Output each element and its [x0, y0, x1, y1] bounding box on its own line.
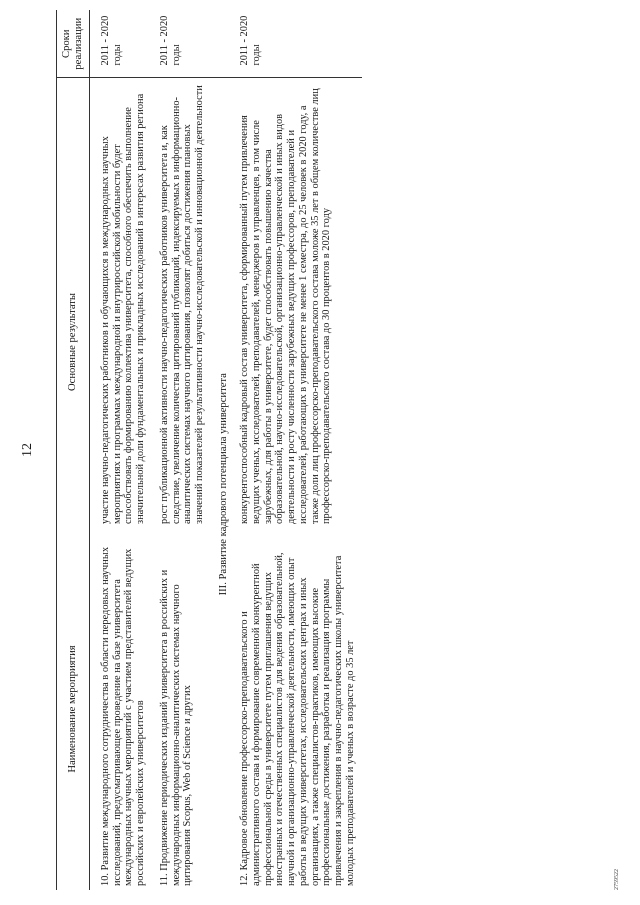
activity-name: 12. Кадровое обновление профессорско-преподавательского и административного состава и формирование современной конкурентной профессиональной среды в университете путем приглашения ведущих иностранных и отечественных специалистов для ведения образовательной, научной и организационно-управленческой деятельности, имеющих опыт работы в ведущих университетах, исследовательских центрах и иных организациях, а также специалистов-практиков, имеющих высокие профессиональные достижения, разработка и реализация программы привлечения и закрепления в научно-педагогических школы университета молодых преподавателей и ученых в возрасте до 35 лет	[239, 552, 356, 886]
table-header-row	[57, 10, 90, 890]
activity-results: конкурентоспособный кадровый состав университета, сформированный путем привлечения ведущих ученых, исследователей, преподавателей, менеджеров и управленцев, в том числе зарубежных, для работы в университете, будет способствовать повышению качества образовательной, научно-исследовательской, организационно-управленческой и иных видов деятельности и росту численности зарубежных ведущих профессоров, преподавателей и исследователей, работающих в университете не менее 1 семестра, до 25 человек в 2020 году, а также доли лиц профессорско-преподавательского состава моложе 35 лет в общем количестве лиц профессорско-преподавательского состава до 30 процентов в 2020 году	[239, 88, 333, 524]
activity-term	[233, 10, 362, 78]
table-row	[233, 10, 362, 890]
activity-results: участие научно-педагогических работников и обучающихся в международных научных мероприятиях и программах международной и внутрироссийской мобильности будет способствовать формированию коллектива университета, способного обеспечить выполнение значительной доли фундаментальных и прикладных исследований в интересах развития региона	[100, 93, 147, 524]
document-id: 2759522	[614, 869, 620, 890]
term-years: 2011 - 2020	[158, 15, 170, 66]
activity-name: 11. Продвижение периодических изданий университета в российских и международных информационно-аналитических системах научного цитирования Scopus, Web of Science и других	[158, 569, 194, 886]
table-row	[153, 10, 212, 890]
header-results: Основные результаты	[57, 156, 90, 528]
term-years: 2011 - 2020	[100, 15, 111, 66]
activity-term	[94, 10, 153, 78]
activity-term	[153, 10, 212, 78]
term-years: 2011 - 2020	[239, 15, 251, 66]
header-term: Сроки реализации	[57, 10, 90, 78]
term-unit: годы	[170, 44, 182, 66]
term-unit: годы	[251, 44, 263, 66]
header-spacer	[57, 78, 90, 156]
table-row	[94, 10, 153, 890]
page-number: 12	[20, 443, 35, 457]
rotated-sheet	[18, 10, 628, 890]
term-unit: годы	[111, 44, 123, 66]
section-title: III. Развитие кадрового потенциала университета	[217, 373, 229, 596]
section-row	[212, 10, 234, 890]
activity-results: рост публикационной активности научно-педагогических работников университета и, как следствие, увеличение количества цитирований публикаций, индексируемых в информационно-аналитических системах научного цитирования, позволят добиться достижения плановых значений показателей результативности научно-исследовательской и инновационной деятельности	[158, 85, 205, 524]
header-name: Наименование мероприятия	[57, 528, 90, 890]
activity-name: 10. Развитие международного сотрудничества в области передовых научных исследований, предусматривающее проведение на базе университета международных научных мероприятий с участием представителей ведущих российских и европейских университетов	[100, 546, 147, 886]
activities-table	[56, 10, 362, 890]
